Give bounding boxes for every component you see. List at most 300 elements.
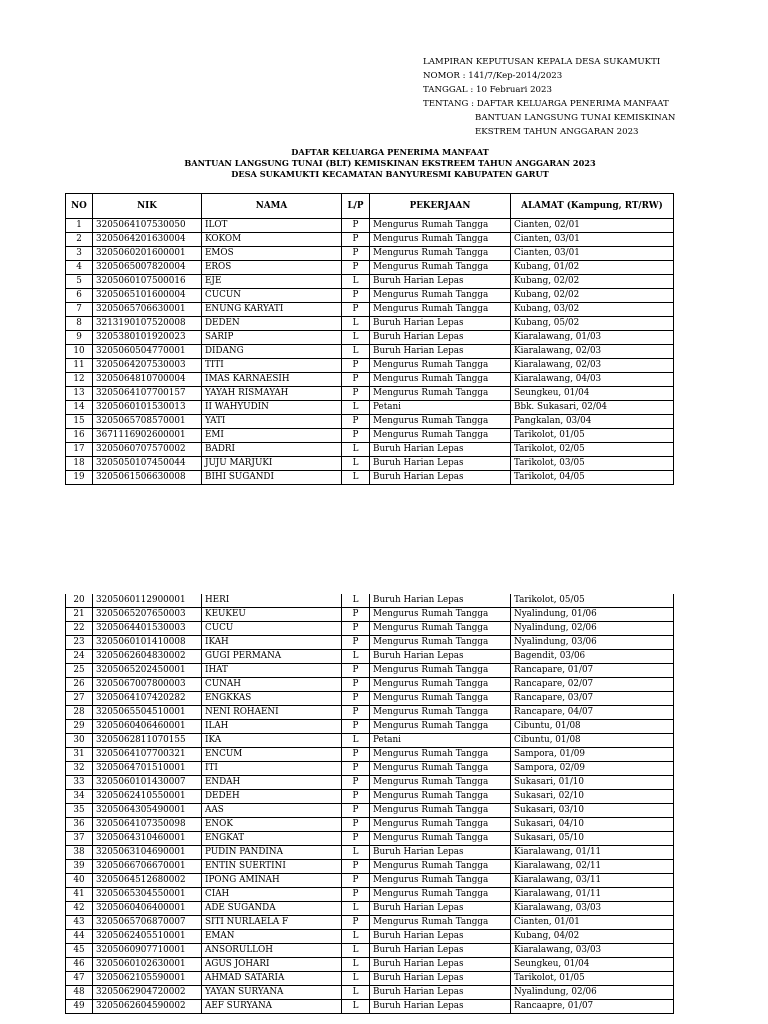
- cell-no: 13: [66, 387, 93, 401]
- table-row: [66, 636, 674, 650]
- cell-alamat: Nyalindung, 03/06: [511, 636, 674, 650]
- cell-lp: P: [342, 832, 370, 846]
- cell-pekerjaan: Mengurus Rumah Tangga: [370, 762, 511, 776]
- cell-lp: L: [342, 275, 370, 289]
- title-line: BANTUAN LANGSUNG TUNAI (BLT) KEMISKINAN EKSTREEM TAHUN ANGGARAN 2023: [184, 158, 596, 168]
- cell-nama: DIDANG: [202, 345, 342, 359]
- table-row: [66, 401, 674, 415]
- table-row: [66, 373, 674, 387]
- cell-alamat: Bbk. Sukasari, 02/04: [511, 401, 674, 415]
- header-nik: NIK: [93, 194, 202, 219]
- cell-nama: IKAH: [202, 636, 342, 650]
- cell-nama: CUCUN: [202, 289, 342, 303]
- cell-pekerjaan: Mengurus Rumah Tangga: [370, 706, 511, 720]
- cell-nama: KOKOM: [202, 233, 342, 247]
- cell-alamat: Sukasari, 05/10: [511, 832, 674, 846]
- cell-alamat: Cianten, 03/01: [511, 247, 674, 261]
- cell-lp: P: [342, 860, 370, 874]
- header-no: NO: [66, 194, 93, 219]
- cell-lp: P: [342, 804, 370, 818]
- cell-nama: CUNAH: [202, 678, 342, 692]
- cell-lp: P: [342, 415, 370, 429]
- cell-nama: DEDEH: [202, 790, 342, 804]
- cell-no: 39: [66, 860, 93, 874]
- cell-no: 36: [66, 818, 93, 832]
- cell-alamat: Sukasari, 02/10: [511, 790, 674, 804]
- cell-lp: L: [342, 345, 370, 359]
- cell-alamat: Tarikolot, 04/05: [511, 471, 674, 485]
- cell-alamat: Bagendit, 03/06: [511, 650, 674, 664]
- cell-lp: P: [342, 247, 370, 261]
- cell-pekerjaan: Mengurus Rumah Tangga: [370, 748, 511, 762]
- cell-lp: P: [342, 748, 370, 762]
- cell-nama: ENDAH: [202, 776, 342, 790]
- cell-no: 5: [66, 275, 93, 289]
- cell-pekerjaan: Mengurus Rumah Tangga: [370, 429, 511, 443]
- cell-no: 19: [66, 471, 93, 485]
- cell-nik: 3205062604830002: [93, 650, 202, 664]
- cell-nama: CUCU: [202, 622, 342, 636]
- lampiran-tentang: TENTANG : DAFTAR KELUARGA PENERIMA MANFAAT: [423, 99, 669, 109]
- cell-lp: P: [342, 790, 370, 804]
- cell-alamat: Kiaralawang, 02/03: [511, 345, 674, 359]
- cell-no: 33: [66, 776, 93, 790]
- table-row: [66, 594, 674, 608]
- cell-nik: 3205060112900001: [93, 594, 202, 608]
- cell-nik: 3205065101600004: [93, 289, 202, 303]
- cell-nik: 3671116902600001: [93, 429, 202, 443]
- cell-lp: P: [342, 608, 370, 622]
- cell-no: 10: [66, 345, 93, 359]
- cell-alamat: Nyalindung, 02/06: [511, 986, 674, 1000]
- cell-nik: 3205065708570001: [93, 415, 202, 429]
- table-row: [66, 443, 674, 457]
- cell-nama: PUDIN PANDINA: [202, 846, 342, 860]
- cell-nama: AAS: [202, 804, 342, 818]
- cell-alamat: Kubang, 02/02: [511, 289, 674, 303]
- cell-alamat: Kubang, 01/02: [511, 261, 674, 275]
- cell-nama: JUJU MARJUKI: [202, 457, 342, 471]
- cell-nama: ENUNG KARYATI: [202, 303, 342, 317]
- cell-no: 18: [66, 457, 93, 471]
- cell-alamat: Kubang, 02/02: [511, 275, 674, 289]
- cell-lp: P: [342, 622, 370, 636]
- cell-pekerjaan: Mengurus Rumah Tangga: [370, 289, 511, 303]
- cell-nama: GUGI PERMANA: [202, 650, 342, 664]
- table-row: [66, 331, 674, 345]
- cell-nama: ANSORULLOH: [202, 944, 342, 958]
- cell-no: 16: [66, 429, 93, 443]
- cell-lp: P: [342, 219, 370, 233]
- cell-alamat: Kubang, 04/02: [511, 930, 674, 944]
- cell-lp: L: [342, 986, 370, 1000]
- cell-pekerjaan: Petani: [370, 734, 511, 748]
- cell-nik: 3205060907710001: [93, 944, 202, 958]
- table-row: [66, 664, 674, 678]
- cell-no: 1: [66, 219, 93, 233]
- lampiran-tanggal: TANGGAL : 10 Februari 2023: [423, 85, 552, 95]
- cell-no: 26: [66, 678, 93, 692]
- table-row: [66, 261, 674, 275]
- cell-lp: L: [342, 846, 370, 860]
- cell-no: 20: [66, 594, 93, 608]
- cell-nama: EMAN: [202, 930, 342, 944]
- cell-lp: P: [342, 373, 370, 387]
- cell-nik: 3213190107520008: [93, 317, 202, 331]
- cell-nik: 3205065007820004: [93, 261, 202, 275]
- cell-alamat: Kiaralawang, 03/03: [511, 944, 674, 958]
- cell-lp: L: [342, 471, 370, 485]
- cell-alamat: Seungkeu, 01/04: [511, 387, 674, 401]
- table-row: [66, 902, 674, 916]
- cell-alamat: Kiaralawang, 01/03: [511, 331, 674, 345]
- table-row: [66, 247, 674, 261]
- cell-nama: YAYAH RISMAYAH: [202, 387, 342, 401]
- cell-nik: 3205062405510001: [93, 930, 202, 944]
- cell-no: 31: [66, 748, 93, 762]
- cell-nama: BIHI SUGANDI: [202, 471, 342, 485]
- table-row: [66, 678, 674, 692]
- cell-no: 40: [66, 874, 93, 888]
- cell-nik: 3205063104690001: [93, 846, 202, 860]
- cell-nama: YATI: [202, 415, 342, 429]
- cell-no: 43: [66, 916, 93, 930]
- cell-nama: ILOT: [202, 219, 342, 233]
- cell-pekerjaan: Mengurus Rumah Tangga: [370, 608, 511, 622]
- cell-nik: 3205065304550001: [93, 888, 202, 902]
- header-nama: NAMA: [202, 194, 342, 219]
- cell-lp: L: [342, 401, 370, 415]
- cell-lp: P: [342, 233, 370, 247]
- cell-no: 47: [66, 972, 93, 986]
- cell-nama: AEF SURYANA: [202, 1000, 342, 1014]
- cell-nik: 3205064201630004: [93, 233, 202, 247]
- lampiran-block: [423, 55, 675, 139]
- cell-nik: 3205067007800003: [93, 678, 202, 692]
- cell-alamat: Sukasari, 03/10: [511, 804, 674, 818]
- cell-nik: 3205061506630008: [93, 471, 202, 485]
- table-row: [66, 986, 674, 1000]
- table-row: [66, 622, 674, 636]
- cell-lp: L: [342, 457, 370, 471]
- table-row: [66, 888, 674, 902]
- cell-alamat: Kiaralawang, 03/03: [511, 902, 674, 916]
- table-row: [66, 275, 674, 289]
- cell-lp: L: [342, 930, 370, 944]
- cell-pekerjaan: Buruh Harian Lepas: [370, 846, 511, 860]
- table-row: [66, 457, 674, 471]
- cell-no: 30: [66, 734, 93, 748]
- cell-pekerjaan: Mengurus Rumah Tangga: [370, 860, 511, 874]
- cell-lp: L: [342, 331, 370, 345]
- cell-alamat: Tarikolot, 02/05: [511, 443, 674, 457]
- cell-lp: L: [342, 317, 370, 331]
- cell-no: 35: [66, 804, 93, 818]
- cell-nik: 3205060406400001: [93, 902, 202, 916]
- cell-pekerjaan: Mengurus Rumah Tangga: [370, 233, 511, 247]
- cell-pekerjaan: Mengurus Rumah Tangga: [370, 387, 511, 401]
- cell-pekerjaan: Mengurus Rumah Tangga: [370, 818, 511, 832]
- cell-nik: 3205065207650003: [93, 608, 202, 622]
- cell-pekerjaan: Mengurus Rumah Tangga: [370, 678, 511, 692]
- cell-nik: 3205064207530003: [93, 359, 202, 373]
- cell-no: 12: [66, 373, 93, 387]
- cell-nama: ILAH: [202, 720, 342, 734]
- cell-nik: 3205060707570002: [93, 443, 202, 457]
- table-row: [66, 1000, 674, 1014]
- cell-no: 46: [66, 958, 93, 972]
- cell-nama: SITI NURLAELA F: [202, 916, 342, 930]
- cell-pekerjaan: Buruh Harian Lepas: [370, 457, 511, 471]
- cell-alamat: Kubang, 03/02: [511, 303, 674, 317]
- cell-nik: 3205064107700321: [93, 748, 202, 762]
- cell-alamat: Cianten, 02/01: [511, 219, 674, 233]
- cell-lp: P: [342, 762, 370, 776]
- table-row: [66, 720, 674, 734]
- table-row: [66, 387, 674, 401]
- cell-no: 7: [66, 303, 93, 317]
- cell-pekerjaan: Buruh Harian Lepas: [370, 331, 511, 345]
- cell-no: 24: [66, 650, 93, 664]
- cell-nik: 3205060101430007: [93, 776, 202, 790]
- cell-pekerjaan: Buruh Harian Lepas: [370, 594, 511, 608]
- cell-nama: TITI: [202, 359, 342, 373]
- cell-alamat: Kiaralawang, 02/03: [511, 359, 674, 373]
- table-row: [66, 776, 674, 790]
- cell-no: 15: [66, 415, 93, 429]
- cell-nik: 3205066706670001: [93, 860, 202, 874]
- table-header-row: [66, 194, 674, 219]
- cell-pekerjaan: Mengurus Rumah Tangga: [370, 916, 511, 930]
- table-row: [66, 471, 674, 485]
- lampiran-line: LAMPIRAN KEPUTUSAN KEPALA DESA SUKAMUKTI: [423, 57, 661, 67]
- cell-pekerjaan: Mengurus Rumah Tangga: [370, 359, 511, 373]
- cell-alamat: Rancapare, 03/07: [511, 692, 674, 706]
- cell-alamat: Tarikolot, 05/05: [511, 594, 674, 608]
- cell-nama: EMOS: [202, 247, 342, 261]
- cell-lp: L: [342, 650, 370, 664]
- cell-alamat: Sukasari, 04/10: [511, 818, 674, 832]
- cell-pekerjaan: Buruh Harian Lepas: [370, 930, 511, 944]
- table-row: [66, 734, 674, 748]
- cell-alamat: Kiaralawang, 01/11: [511, 888, 674, 902]
- cell-nama: NENI ROHAENI: [202, 706, 342, 720]
- table-row: [66, 345, 674, 359]
- table-row: [66, 832, 674, 846]
- cell-no: 38: [66, 846, 93, 860]
- cell-alamat: Rancaapre, 01/07: [511, 1000, 674, 1014]
- cell-nik: 3205064401530003: [93, 622, 202, 636]
- cell-nik: 3205062410550001: [93, 790, 202, 804]
- cell-alamat: Kiaralawang, 04/03: [511, 373, 674, 387]
- table-row: [66, 692, 674, 706]
- cell-pekerjaan: Buruh Harian Lepas: [370, 902, 511, 916]
- table-row: [66, 818, 674, 832]
- cell-pekerjaan: Mengurus Rumah Tangga: [370, 874, 511, 888]
- cell-nama: YAYAN SURYANA: [202, 986, 342, 1000]
- cell-no: 14: [66, 401, 93, 415]
- table-row: [66, 874, 674, 888]
- cell-no: 8: [66, 317, 93, 331]
- cell-nama: ENOK: [202, 818, 342, 832]
- cell-pekerjaan: Buruh Harian Lepas: [370, 650, 511, 664]
- cell-nama: EMI: [202, 429, 342, 443]
- cell-pekerjaan: Mengurus Rumah Tangga: [370, 832, 511, 846]
- table-row: [66, 972, 674, 986]
- cell-pekerjaan: Mengurus Rumah Tangga: [370, 415, 511, 429]
- cell-nama: AGUS JOHARI: [202, 958, 342, 972]
- cell-nama: IMAS KARNAESIH: [202, 373, 342, 387]
- cell-pekerjaan: Buruh Harian Lepas: [370, 471, 511, 485]
- cell-nik: 3205062904720002: [93, 986, 202, 1000]
- recipient-table: [65, 193, 674, 485]
- cell-nama: DEDEN: [202, 317, 342, 331]
- cell-no: 2: [66, 233, 93, 247]
- table-row: [66, 429, 674, 443]
- cell-nik: 3205060504770001: [93, 345, 202, 359]
- table-row: [66, 916, 674, 930]
- lampiran-tentang-cont: EKSTREM TAHUN ANGGARAN 2023: [475, 127, 639, 137]
- header-pekerjaan: PEKERJAAN: [370, 194, 511, 219]
- cell-alamat: Rancapare, 02/07: [511, 678, 674, 692]
- cell-no: 23: [66, 636, 93, 650]
- lampiran-nomor: NOMOR : 141/7/Kep-2014/2023: [423, 71, 563, 81]
- cell-nik: 3205065706870007: [93, 916, 202, 930]
- table-row: [66, 303, 674, 317]
- cell-lp: P: [342, 706, 370, 720]
- cell-no: 28: [66, 706, 93, 720]
- cell-no: 27: [66, 692, 93, 706]
- cell-nama: BADRI: [202, 443, 342, 457]
- cell-nama: II WAHYUDIN: [202, 401, 342, 415]
- table-row: [66, 748, 674, 762]
- cell-alamat: Nyalindung, 02/06: [511, 622, 674, 636]
- cell-no: 32: [66, 762, 93, 776]
- cell-no: 21: [66, 608, 93, 622]
- cell-no: 3: [66, 247, 93, 261]
- cell-lp: P: [342, 818, 370, 832]
- cell-pekerjaan: Mengurus Rumah Tangga: [370, 888, 511, 902]
- table-row: [66, 706, 674, 720]
- cell-alamat: Cianten, 03/01: [511, 233, 674, 247]
- cell-lp: P: [342, 359, 370, 373]
- cell-nik: 3205064310460001: [93, 832, 202, 846]
- document-title: [0, 147, 768, 180]
- table-row: [66, 930, 674, 944]
- cell-pekerjaan: Mengurus Rumah Tangga: [370, 261, 511, 275]
- cell-nik: 3205060107500016: [93, 275, 202, 289]
- title-line: DESA SUKAMUKTI KECAMATAN BANYURESMI KABUPATEN GARUT: [231, 169, 549, 179]
- table-row: [66, 317, 674, 331]
- cell-alamat: Kiaralawang, 02/11: [511, 860, 674, 874]
- cell-nik: 3205062105590001: [93, 972, 202, 986]
- cell-pekerjaan: Mengurus Rumah Tangga: [370, 776, 511, 790]
- cell-nama: SARIP: [202, 331, 342, 345]
- cell-nama: HERI: [202, 594, 342, 608]
- table-row: [66, 650, 674, 664]
- cell-nik: 3205064810700004: [93, 373, 202, 387]
- cell-nik: 3205064701510001: [93, 762, 202, 776]
- cell-lp: L: [342, 594, 370, 608]
- table-row: [66, 944, 674, 958]
- cell-lp: L: [342, 902, 370, 916]
- cell-no: 45: [66, 944, 93, 958]
- cell-no: 34: [66, 790, 93, 804]
- cell-pekerjaan: Mengurus Rumah Tangga: [370, 303, 511, 317]
- cell-lp: P: [342, 636, 370, 650]
- cell-alamat: Cibuntu, 01/08: [511, 720, 674, 734]
- cell-pekerjaan: Petani: [370, 401, 511, 415]
- cell-nama: IPONG AMINAH: [202, 874, 342, 888]
- cell-alamat: Tarikolot, 03/05: [511, 457, 674, 471]
- recipient-table-continued: [65, 594, 674, 1014]
- cell-no: 25: [66, 664, 93, 678]
- cell-lp: P: [342, 678, 370, 692]
- cell-lp: P: [342, 303, 370, 317]
- cell-pekerjaan: Buruh Harian Lepas: [370, 986, 511, 1000]
- cell-lp: P: [342, 289, 370, 303]
- cell-no: 11: [66, 359, 93, 373]
- table-row: [66, 415, 674, 429]
- cell-pekerjaan: Buruh Harian Lepas: [370, 275, 511, 289]
- cell-pekerjaan: Mengurus Rumah Tangga: [370, 790, 511, 804]
- cell-pekerjaan: Mengurus Rumah Tangga: [370, 720, 511, 734]
- cell-lp: L: [342, 443, 370, 457]
- table-row: [66, 790, 674, 804]
- cell-alamat: Tarikolot, 01/05: [511, 972, 674, 986]
- table-row: [66, 804, 674, 818]
- cell-no: 17: [66, 443, 93, 457]
- cell-nik: 3205060101530013: [93, 401, 202, 415]
- table-row: [66, 958, 674, 972]
- cell-nik: 3205064107420282: [93, 692, 202, 706]
- cell-nama: ENCUM: [202, 748, 342, 762]
- cell-nik: 3205380101920023: [93, 331, 202, 345]
- cell-lp: L: [342, 972, 370, 986]
- cell-lp: P: [342, 261, 370, 275]
- cell-nik: 3205064305490001: [93, 804, 202, 818]
- cell-nama: IHAT: [202, 664, 342, 678]
- cell-pekerjaan: Buruh Harian Lepas: [370, 1000, 511, 1014]
- cell-lp: P: [342, 664, 370, 678]
- cell-lp: P: [342, 916, 370, 930]
- cell-lp: P: [342, 776, 370, 790]
- lampiran-tentang-cont: BANTUAN LANGSUNG TUNAI KEMISKINAN: [475, 113, 676, 123]
- cell-lp: P: [342, 874, 370, 888]
- cell-alamat: Cianten, 01/01: [511, 916, 674, 930]
- cell-lp: P: [342, 692, 370, 706]
- cell-nama: ENTIN SUERTINI: [202, 860, 342, 874]
- cell-alamat: Rancapare, 04/07: [511, 706, 674, 720]
- cell-pekerjaan: Buruh Harian Lepas: [370, 958, 511, 972]
- cell-nik: 3205064107350098: [93, 818, 202, 832]
- cell-nik: 3205064512680002: [93, 874, 202, 888]
- cell-pekerjaan: Mengurus Rumah Tangga: [370, 636, 511, 650]
- cell-lp: L: [342, 944, 370, 958]
- cell-alamat: Sampora, 02/09: [511, 762, 674, 776]
- cell-no: 6: [66, 289, 93, 303]
- table-row: [66, 762, 674, 776]
- table-row: [66, 219, 674, 233]
- cell-no: 41: [66, 888, 93, 902]
- cell-nik: 3205060406460001: [93, 720, 202, 734]
- cell-alamat: Pangkalan, 03/04: [511, 415, 674, 429]
- table-row: [66, 289, 674, 303]
- cell-nik: 3205050107450044: [93, 457, 202, 471]
- cell-alamat: Kubang, 05/02: [511, 317, 674, 331]
- cell-nik: 3205065706630001: [93, 303, 202, 317]
- cell-lp: L: [342, 1000, 370, 1014]
